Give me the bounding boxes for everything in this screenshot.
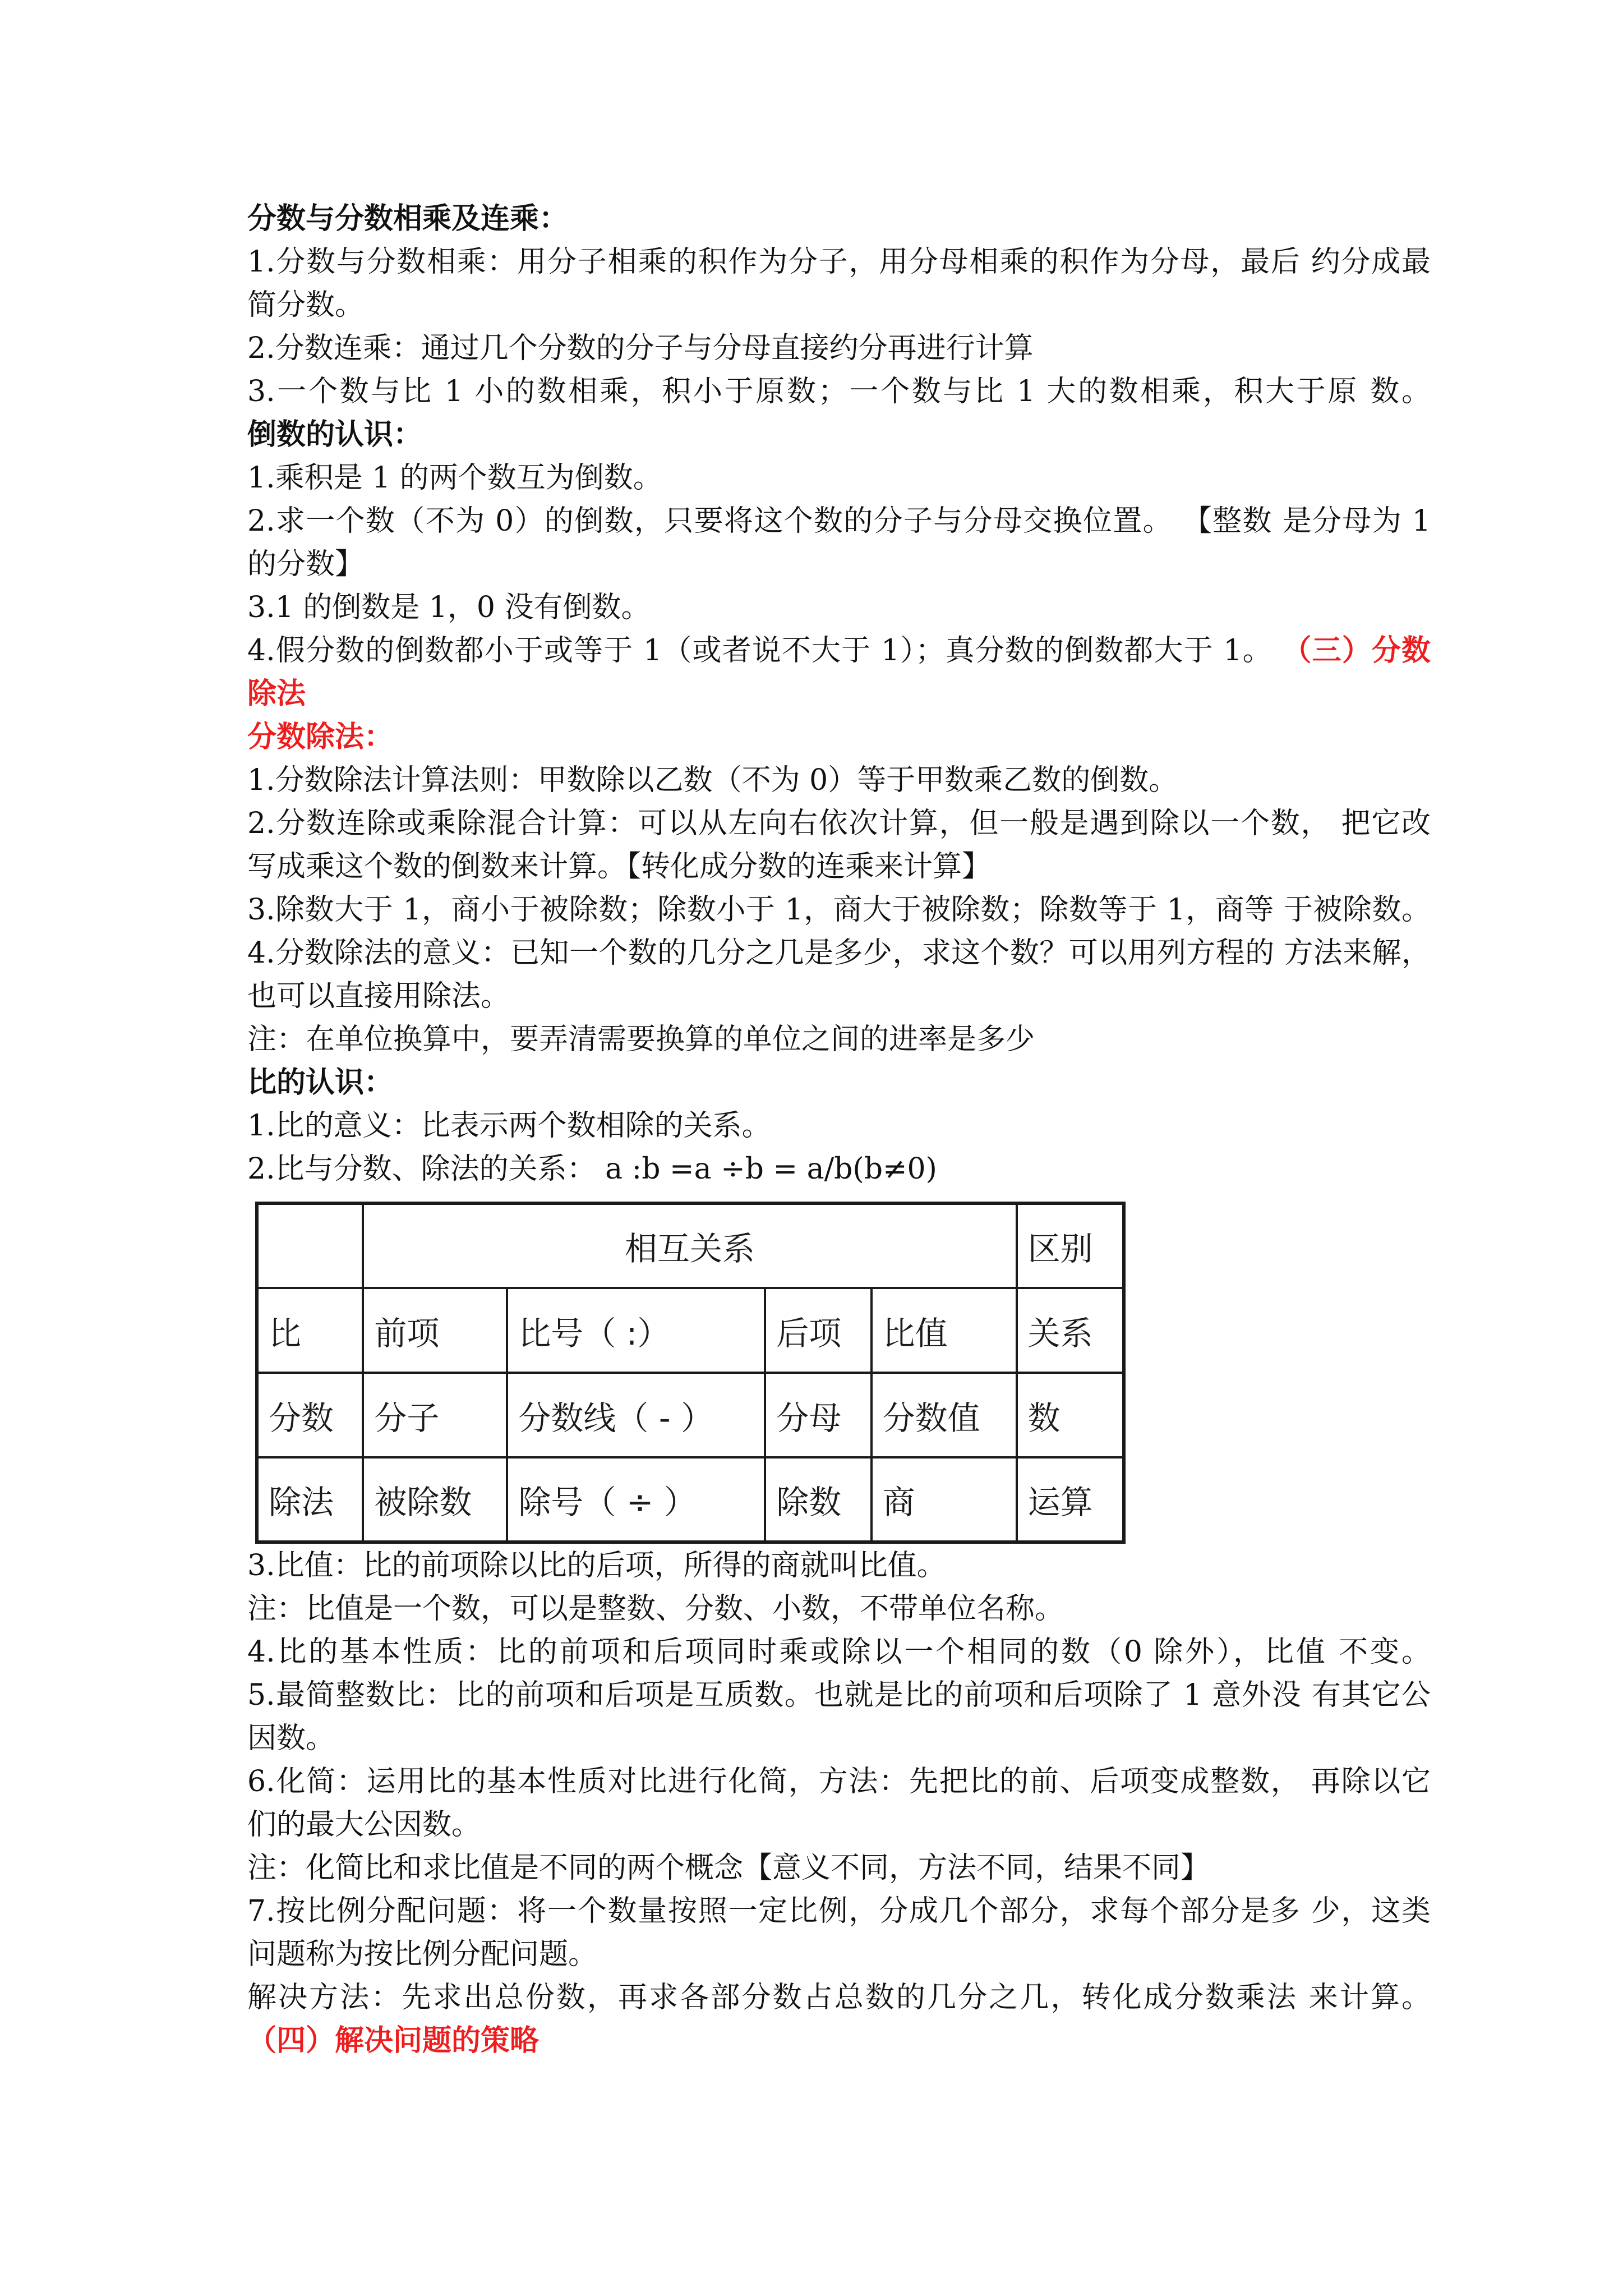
text-line xyxy=(247,845,1431,889)
table-cell: 运算 xyxy=(1017,1457,1124,1542)
text-line xyxy=(247,1760,1431,1803)
text-line-content: 倒数的认识： xyxy=(247,418,423,452)
section-heading xyxy=(247,1061,1431,1105)
text-line-content: 4.分数除法的意义：已知一个数的几分之几是多少，求这个数？可以用列方程的 方法来解， xyxy=(247,936,1431,970)
text-line xyxy=(247,802,1431,845)
text-line xyxy=(247,1933,1431,1976)
text-line-content: 解决方法：先求出总份数，再求各部分数占总数的几分之几，转化成分数乘法 来计算。 xyxy=(247,1981,1431,2014)
text-line xyxy=(247,889,1431,932)
table-cell: 关系 xyxy=(1017,1288,1124,1373)
text-line-content: 写成乘这个数的倒数来计算。【转化成分数的连乘来计算】 xyxy=(247,850,992,884)
text-line-content: 问题称为按比例分配问题。 xyxy=(247,1938,598,1971)
text-line-content: 4.比的基本性质：比的前项和后项同时乘或除以一个相同的数（0 除外），比值 不变。 xyxy=(247,1635,1431,1669)
table-cell: 分数 xyxy=(257,1373,363,1457)
text-line-content: 除法 xyxy=(247,677,306,711)
text-line-content: 简分数。 xyxy=(247,288,365,322)
table-container xyxy=(247,1191,1431,1544)
document-page xyxy=(247,197,1431,2063)
text-line xyxy=(247,629,1431,673)
text-line-content: 6.化简：运用比的基本性质对比进行化简，方法：先把比的前、后项变成整数， 再除以它 xyxy=(247,1765,1431,1798)
text-line-content: 7.按比例分配问题：将一个数量按照一定比例，分成几个部分，求每个部分是多 少，这类 xyxy=(247,1894,1431,1928)
text-line-content: 3.1 的倒数是 1，0 没有倒数。 xyxy=(247,591,651,624)
text-line xyxy=(247,370,1431,413)
table-cell: 分母 xyxy=(765,1373,871,1457)
table-header-group-cell: 相互关系 xyxy=(363,1203,1016,1288)
text-line-content: 2.分数连乘：通过几个分数的分子与分母直接约分再进行计算 xyxy=(247,332,1034,365)
text-line-content: 1.分数与分数相乘：用分子相乘的积作为分子，用分母相乘的积作为分母，最后 约分成最 xyxy=(247,245,1431,279)
table-cell: 被除数 xyxy=(363,1457,507,1542)
section-heading-red-inline: （三）分数 xyxy=(1282,634,1431,668)
text-line xyxy=(247,1890,1431,1933)
text-line xyxy=(247,457,1431,500)
table-cell: 分数值 xyxy=(872,1373,1017,1457)
text-line-content: 分数除法： xyxy=(247,720,394,754)
table-cell: 后项 xyxy=(765,1288,871,1373)
table-cell: 比 xyxy=(257,1288,363,1373)
table-row-division xyxy=(257,1457,1124,1542)
table-cell: 除号（ ÷ ） xyxy=(507,1457,765,1542)
table-header-diff-cell: 区别 xyxy=(1017,1203,1124,1288)
text-line-content: 注：比值是一个数，可以是整数、分数、小数，不带单位名称。 xyxy=(247,1592,1064,1626)
table-cell: 分子 xyxy=(363,1373,507,1457)
text-line-content: 注：在单位换算中，要弄清需要换算的单位之间的进率是多少 xyxy=(247,1023,1035,1056)
table-cell: 数 xyxy=(1017,1373,1124,1457)
text-line xyxy=(247,1803,1431,1847)
section-heading xyxy=(247,413,1431,457)
text-line-content: 2.分数连除或乘除混合计算：可以从左向右依次计算，但一般是遇到除以一个数， 把它改 xyxy=(247,807,1431,840)
text-line-content: 2.比与分数、除法的关系： a :b =a ÷b = a/b(b≠0) xyxy=(247,1152,937,1186)
text-line-content: 3.除数大于 1，商小于被除数；除数小于 1，商大于被除数；除数等于 1，商等 于被除数。 xyxy=(247,893,1431,927)
table-cell: 前项 xyxy=(363,1288,507,1373)
text-line xyxy=(247,241,1431,284)
section-heading-red xyxy=(247,673,1431,716)
text-line xyxy=(247,327,1431,370)
text-line-content: 2.求一个数（不为 0）的倒数，只要将这个数的分子与分母交换位置。 【整数 是分母为 1 xyxy=(247,504,1431,538)
text-line xyxy=(247,543,1431,586)
table-cell: 除数 xyxy=(765,1457,871,1542)
section-heading-red xyxy=(247,2019,1431,2063)
text-line-content: 比的认识： xyxy=(247,1066,394,1099)
text-line xyxy=(247,1148,1431,1191)
text-line xyxy=(247,1674,1431,1717)
text-line-content: 因数。 xyxy=(247,1722,335,1755)
text-line-content: （四）解决问题的策略 xyxy=(247,2024,540,2058)
section-heading xyxy=(247,197,1431,241)
table-cell: 比号（ :） xyxy=(507,1288,765,1373)
text-line-content: 注：化简比和求比值是不同的两个概念【意义不同，方法不同，结果不同】 xyxy=(247,1851,1210,1885)
table-header-empty-cell xyxy=(257,1203,363,1288)
table-cell: 比值 xyxy=(872,1288,1017,1373)
text-line xyxy=(247,1544,1431,1588)
text-line xyxy=(247,500,1431,543)
text-line xyxy=(247,586,1431,629)
text-line-content: 们的最大公因数。 xyxy=(247,1808,481,1842)
text-line-content: 的分数】 xyxy=(247,547,365,581)
text-line xyxy=(247,1717,1431,1760)
text-line-content: 1.比的意义：比表示两个数相除的关系。 xyxy=(247,1109,771,1143)
text-block-after-table xyxy=(247,1544,1431,2063)
text-line xyxy=(247,975,1431,1018)
table-cell: 商 xyxy=(872,1457,1017,1542)
text-block-before-table xyxy=(247,197,1431,1191)
text-line-content: 也可以直接用除法。 xyxy=(247,979,510,1013)
text-line-content: 5.最简整数比：比的前项和后项是互质数。也就是比的前项和后项除了 1 意外没 有其它公 xyxy=(247,1678,1431,1712)
ratio-relation-table xyxy=(255,1202,1126,1544)
text-line-content: 分数与分数相乘及连乘： xyxy=(247,202,569,236)
text-line xyxy=(247,932,1431,975)
text-line xyxy=(247,284,1431,327)
text-line xyxy=(247,1588,1431,1631)
text-line-content: 1.分数除法计算法则：甲数除以乙数（不为 0）等于甲数乘乙数的倒数。 xyxy=(247,763,1178,797)
text-line-content: 1.乘积是 1 的两个数互为倒数。 xyxy=(247,461,662,495)
text-line xyxy=(247,759,1431,802)
table-cell: 分数线（ - ） xyxy=(507,1373,765,1457)
table-header-row xyxy=(257,1203,1124,1288)
table-cell: 除法 xyxy=(257,1457,363,1542)
text-line-content: 3.比值：比的前项除以比的后项，所得的商就叫比值。 xyxy=(247,1549,946,1582)
table-row-ratio xyxy=(257,1288,1124,1373)
text-line xyxy=(247,1976,1431,2019)
text-line-content: 4.假分数的倒数都小于或等于 1（或者说不大于 1）；真分数的倒数都大于 1。 xyxy=(247,634,1283,668)
text-line xyxy=(247,1847,1431,1890)
table-row-fraction xyxy=(257,1373,1124,1457)
text-line xyxy=(247,1631,1431,1674)
section-heading-red xyxy=(247,716,1431,759)
text-line xyxy=(247,1105,1431,1148)
text-line xyxy=(247,1018,1431,1061)
text-line-content: 3.一个数与比 1 小的数相乘，积小于原数；一个数与比 1 大的数相乘，积大于原 数。 xyxy=(247,375,1431,408)
